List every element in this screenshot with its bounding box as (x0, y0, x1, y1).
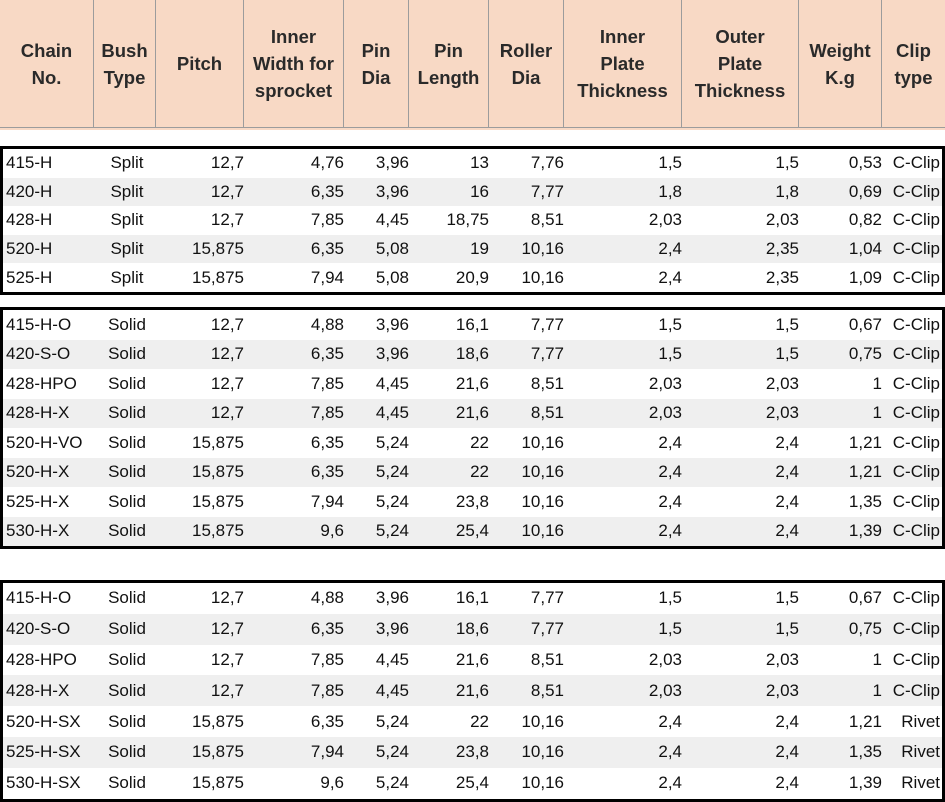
table-row (3, 583, 942, 614)
cell-clip-type: C-Clip (892, 239, 940, 259)
cell-weight: 1,21 (848, 711, 882, 731)
header-roller-dia: Roller Dia (488, 0, 563, 128)
cell-inner-width: 4,88 (310, 588, 344, 608)
table-row (3, 737, 942, 768)
cell-pitch: 12,7 (210, 181, 244, 201)
cell-outer-plate-thickness: 2,03 (765, 680, 799, 700)
cell-chain-no: 428-HPO (6, 649, 77, 669)
cell-bush-type: Split (110, 267, 144, 287)
cell-pitch: 12,7 (210, 680, 244, 700)
cell-clip-type: C-Clip (892, 181, 940, 201)
cell-pin-length: 13 (470, 153, 489, 173)
table-row (3, 706, 942, 737)
table-row (3, 399, 942, 429)
cell-pitch: 15,875 (192, 521, 244, 541)
cell-inner-width: 7,85 (310, 680, 344, 700)
cell-outer-plate-thickness: 1,8 (775, 181, 799, 201)
cell-pin-length: 19 (470, 239, 489, 259)
table-row (3, 645, 942, 676)
cell-roller-dia: 10,16 (521, 521, 564, 541)
header-inner-width: Inner Width for sprocket (243, 0, 343, 128)
table-row (3, 428, 942, 458)
cell-inner-plate-thickness: 2,03 (648, 649, 682, 669)
table-row (3, 149, 942, 178)
cell-roller-dia: 10,16 (521, 711, 564, 731)
cell-bush-type: Solid (108, 521, 146, 541)
cell-inner-width: 7,94 (310, 267, 344, 287)
cell-chain-no: 525-H (6, 267, 53, 287)
cell-pin-dia: 5,24 (375, 462, 409, 482)
cell-outer-plate-thickness: 1,5 (775, 344, 799, 364)
table-group (0, 146, 945, 295)
cell-bush-type: Solid (108, 314, 146, 334)
table-row (3, 517, 942, 547)
cell-clip-type: C-Clip (892, 491, 940, 511)
header-chain-no: Chain No. (0, 0, 93, 128)
cell-bush-type: Solid (108, 619, 146, 639)
cell-bush-type: Split (110, 239, 144, 259)
cell-outer-plate-thickness: 2,4 (775, 773, 799, 793)
cell-clip-type: C-Clip (892, 210, 940, 230)
cell-outer-plate-thickness: 1,5 (775, 153, 799, 173)
cell-weight: 1 (872, 373, 882, 393)
cell-clip-type: C-Clip (892, 314, 940, 334)
cell-pin-dia: 3,96 (375, 181, 409, 201)
cell-chain-no: 520-H (6, 239, 53, 259)
cell-outer-plate-thickness: 2,4 (775, 711, 799, 731)
cell-bush-type: Solid (108, 373, 146, 393)
cell-roller-dia: 7,77 (530, 181, 564, 201)
cell-bush-type: Split (110, 210, 144, 230)
cell-inner-plate-thickness: 1,5 (658, 344, 682, 364)
cell-inner-width: 6,35 (310, 239, 344, 259)
cell-chain-no: 520-H-SX (6, 711, 81, 731)
cell-pitch: 12,7 (210, 373, 244, 393)
table-row (3, 369, 942, 399)
cell-inner-width: 7,94 (310, 742, 344, 762)
cell-inner-plate-thickness: 2,4 (658, 711, 682, 731)
cell-chain-no: 530-H-SX (6, 773, 81, 793)
cell-pitch: 12,7 (210, 344, 244, 364)
cell-weight: 0,69 (848, 181, 882, 201)
cell-clip-type: C-Clip (892, 153, 940, 173)
cell-chain-no: 420-H (6, 181, 53, 201)
cell-inner-plate-thickness: 1,5 (658, 619, 682, 639)
cell-bush-type: Split (110, 181, 144, 201)
cell-roller-dia: 7,76 (530, 153, 564, 173)
cell-pin-length: 20,9 (455, 267, 489, 287)
table-group (0, 307, 945, 549)
cell-pitch: 12,7 (210, 649, 244, 669)
cell-pitch: 15,875 (192, 773, 244, 793)
cell-roller-dia: 10,16 (521, 742, 564, 762)
cell-pin-dia: 3,96 (375, 344, 409, 364)
cell-clip-type: C-Clip (892, 432, 940, 452)
cell-bush-type: Solid (108, 742, 146, 762)
cell-weight: 1,39 (848, 521, 882, 541)
cell-clip-type: C-Clip (892, 588, 940, 608)
cell-inner-width: 6,35 (310, 432, 344, 452)
cell-roller-dia: 10,16 (521, 432, 564, 452)
cell-pin-length: 18,6 (455, 619, 489, 639)
cell-pitch: 15,875 (192, 491, 244, 511)
cell-pitch: 15,875 (192, 239, 244, 259)
cell-inner-width: 7,85 (310, 403, 344, 423)
cell-weight: 1,21 (848, 432, 882, 452)
cell-inner-plate-thickness: 1,5 (658, 588, 682, 608)
cell-pin-length: 23,8 (455, 491, 489, 511)
cell-pitch: 12,7 (210, 314, 244, 334)
cell-bush-type: Solid (108, 403, 146, 423)
cell-outer-plate-thickness: 2,4 (775, 742, 799, 762)
cell-inner-plate-thickness: 1,5 (658, 153, 682, 173)
cell-pitch: 15,875 (192, 742, 244, 762)
cell-chain-no: 428-HPO (6, 373, 77, 393)
cell-inner-width: 6,35 (310, 619, 344, 639)
cell-weight: 1 (872, 680, 882, 700)
cell-chain-no: 415-H (6, 153, 53, 173)
cell-chain-no: 420-S-O (6, 344, 71, 364)
cell-inner-plate-thickness: 2,03 (648, 373, 682, 393)
cell-clip-type: C-Clip (892, 344, 940, 364)
cell-roller-dia: 8,51 (530, 210, 564, 230)
table-row (3, 487, 942, 517)
table-row (3, 178, 942, 207)
cell-weight: 1,39 (848, 773, 882, 793)
cell-bush-type: Solid (108, 649, 146, 669)
cell-outer-plate-thickness: 1,5 (775, 588, 799, 608)
cell-inner-plate-thickness: 2,4 (658, 491, 682, 511)
cell-chain-no: 420-S-O (6, 619, 71, 639)
cell-bush-type: Solid (108, 773, 146, 793)
cell-pin-dia: 5,24 (375, 742, 409, 762)
cell-inner-plate-thickness: 2,4 (658, 521, 682, 541)
cell-pitch: 12,7 (210, 210, 244, 230)
cell-inner-plate-thickness: 2,03 (648, 403, 682, 423)
cell-clip-type: C-Clip (892, 373, 940, 393)
cell-inner-plate-thickness: 2,4 (658, 773, 682, 793)
cell-pitch: 15,875 (192, 462, 244, 482)
cell-pin-length: 22 (470, 432, 489, 452)
cell-pitch: 12,7 (210, 153, 244, 173)
cell-weight: 1,09 (848, 267, 882, 287)
cell-pin-dia: 4,45 (375, 680, 409, 700)
cell-roller-dia: 8,51 (530, 403, 564, 423)
cell-outer-plate-thickness: 2,03 (765, 403, 799, 423)
cell-inner-width: 6,35 (310, 711, 344, 731)
cell-pin-dia: 5,08 (375, 267, 409, 287)
cell-outer-plate-thickness: 2,4 (775, 462, 799, 482)
table-group (0, 580, 945, 802)
cell-clip-type: C-Clip (892, 619, 940, 639)
cell-weight: 0,67 (848, 588, 882, 608)
cell-outer-plate-thickness: 2,03 (765, 373, 799, 393)
cell-outer-plate-thickness: 2,35 (765, 239, 799, 259)
cell-clip-type: Rivet (901, 742, 940, 762)
cell-inner-plate-thickness: 2,4 (658, 462, 682, 482)
cell-roller-dia: 10,16 (521, 491, 564, 511)
cell-weight: 1,21 (848, 462, 882, 482)
cell-pin-length: 23,8 (455, 742, 489, 762)
table-row (3, 458, 942, 488)
cell-bush-type: Solid (108, 344, 146, 364)
cell-roller-dia: 8,51 (530, 680, 564, 700)
table-row (3, 614, 942, 645)
cell-pin-dia: 3,96 (375, 314, 409, 334)
table-row (3, 206, 942, 235)
table-row (3, 675, 942, 706)
cell-pin-length: 21,6 (455, 649, 489, 669)
cell-roller-dia: 10,16 (521, 239, 564, 259)
cell-outer-plate-thickness: 2,4 (775, 521, 799, 541)
table-row (3, 235, 942, 264)
cell-pin-dia: 5,24 (375, 711, 409, 731)
cell-outer-plate-thickness: 1,5 (775, 314, 799, 334)
table-header (0, 0, 945, 130)
cell-roller-dia: 10,16 (521, 773, 564, 793)
cell-chain-no: 415-H-O (6, 588, 72, 608)
cell-clip-type: C-Clip (892, 649, 940, 669)
cell-bush-type: Solid (108, 491, 146, 511)
cell-bush-type: Solid (108, 711, 146, 731)
cell-roller-dia: 7,77 (530, 619, 564, 639)
cell-weight: 0,53 (848, 153, 882, 173)
cell-pitch: 15,875 (192, 432, 244, 452)
cell-pin-dia: 5,24 (375, 432, 409, 452)
cell-pin-length: 18,6 (455, 344, 489, 364)
cell-pin-length: 21,6 (455, 403, 489, 423)
cell-inner-plate-thickness: 2,03 (648, 680, 682, 700)
cell-pin-dia: 5,24 (375, 521, 409, 541)
cell-outer-plate-thickness: 2,35 (765, 267, 799, 287)
cell-pin-dia: 5,24 (375, 773, 409, 793)
cell-pin-length: 21,6 (455, 680, 489, 700)
cell-pin-dia: 4,45 (375, 403, 409, 423)
cell-roller-dia: 10,16 (521, 462, 564, 482)
cell-weight: 1,04 (848, 239, 882, 259)
cell-pin-dia: 3,96 (375, 619, 409, 639)
cell-weight: 0,75 (848, 344, 882, 364)
cell-pin-dia: 5,24 (375, 491, 409, 511)
cell-inner-width: 7,85 (310, 373, 344, 393)
cell-roller-dia: 7,77 (530, 344, 564, 364)
cell-pin-dia: 4,45 (375, 210, 409, 230)
cell-inner-width: 4,88 (310, 314, 344, 334)
cell-weight: 0,82 (848, 210, 882, 230)
cell-pin-dia: 4,45 (375, 373, 409, 393)
cell-inner-plate-thickness: 2,4 (658, 239, 682, 259)
cell-pin-length: 16 (470, 181, 489, 201)
cell-pitch: 12,7 (210, 619, 244, 639)
header-outer-plate-thickness: Outer Plate Thickness (681, 0, 798, 128)
cell-pin-length: 16,1 (455, 314, 489, 334)
cell-pin-length: 22 (470, 711, 489, 731)
cell-inner-width: 6,35 (310, 462, 344, 482)
cell-inner-width: 4,76 (310, 153, 344, 173)
cell-inner-width: 7,85 (310, 649, 344, 669)
cell-inner-width: 7,94 (310, 491, 344, 511)
cell-bush-type: Solid (108, 462, 146, 482)
cell-roller-dia: 8,51 (530, 373, 564, 393)
cell-bush-type: Split (110, 153, 144, 173)
cell-roller-dia: 8,51 (530, 649, 564, 669)
cell-pitch: 12,7 (210, 588, 244, 608)
cell-pin-length: 21,6 (455, 373, 489, 393)
cell-outer-plate-thickness: 1,5 (775, 619, 799, 639)
cell-weight: 1,35 (848, 491, 882, 511)
cell-outer-plate-thickness: 2,03 (765, 210, 799, 230)
cell-outer-plate-thickness: 2,4 (775, 432, 799, 452)
cell-pitch: 15,875 (192, 711, 244, 731)
table-row (3, 768, 942, 799)
cell-inner-width: 9,6 (320, 521, 344, 541)
cell-weight: 1 (872, 403, 882, 423)
cell-inner-width: 9,6 (320, 773, 344, 793)
cell-chain-no: 525-H-X (6, 491, 70, 511)
table-row (3, 263, 942, 292)
cell-chain-no: 415-H-O (6, 314, 72, 334)
cell-inner-plate-thickness: 2,4 (658, 432, 682, 452)
header-bush-type: Bush Type (93, 0, 155, 128)
cell-weight: 0,75 (848, 619, 882, 639)
cell-chain-no: 530-H-X (6, 521, 70, 541)
cell-pin-dia: 5,08 (375, 239, 409, 259)
cell-clip-type: Rivet (901, 773, 940, 793)
cell-outer-plate-thickness: 2,03 (765, 649, 799, 669)
cell-weight: 1 (872, 649, 882, 669)
cell-pin-length: 22 (470, 462, 489, 482)
cell-roller-dia: 7,77 (530, 588, 564, 608)
cell-pin-length: 25,4 (455, 773, 489, 793)
cell-pin-length: 18,75 (446, 210, 489, 230)
cell-chain-no: 520-H-VO (6, 432, 83, 452)
cell-pitch: 12,7 (210, 403, 244, 423)
cell-pin-length: 16,1 (455, 588, 489, 608)
table-row (3, 310, 942, 340)
cell-clip-type: C-Clip (892, 521, 940, 541)
header-pitch: Pitch (155, 0, 243, 128)
cell-pin-dia: 3,96 (375, 588, 409, 608)
cell-roller-dia: 10,16 (521, 267, 564, 287)
cell-pin-length: 25,4 (455, 521, 489, 541)
cell-clip-type: Rivet (901, 711, 940, 731)
table-row (3, 340, 942, 370)
cell-weight: 0,67 (848, 314, 882, 334)
cell-inner-width: 6,35 (310, 181, 344, 201)
cell-clip-type: C-Clip (892, 680, 940, 700)
cell-chain-no: 525-H-SX (6, 742, 81, 762)
cell-pitch: 15,875 (192, 267, 244, 287)
cell-inner-width: 7,85 (310, 210, 344, 230)
cell-bush-type: Solid (108, 432, 146, 452)
cell-bush-type: Solid (108, 680, 146, 700)
cell-pin-dia: 4,45 (375, 649, 409, 669)
header-inner-plate-thickness: Inner Plate Thickness (563, 0, 681, 128)
cell-pin-dia: 3,96 (375, 153, 409, 173)
cell-chain-no: 428-H (6, 210, 53, 230)
cell-inner-width: 6,35 (310, 344, 344, 364)
cell-chain-no: 428-H-X (6, 680, 70, 700)
cell-chain-no: 428-H-X (6, 403, 70, 423)
cell-chain-no: 520-H-X (6, 462, 70, 482)
cell-roller-dia: 7,77 (530, 314, 564, 334)
cell-bush-type: Solid (108, 588, 146, 608)
cell-inner-plate-thickness: 1,8 (658, 181, 682, 201)
cell-outer-plate-thickness: 2,4 (775, 491, 799, 511)
cell-clip-type: C-Clip (892, 462, 940, 482)
cell-inner-plate-thickness: 2,4 (658, 267, 682, 287)
cell-inner-plate-thickness: 1,5 (658, 314, 682, 334)
cell-inner-plate-thickness: 2,4 (658, 742, 682, 762)
header-weight: Weight K.g (798, 0, 881, 128)
cell-inner-plate-thickness: 2,03 (648, 210, 682, 230)
header-pin-dia: Pin Dia (343, 0, 408, 128)
header-pin-length: Pin Length (408, 0, 488, 128)
cell-weight: 1,35 (848, 742, 882, 762)
header-clip-type: Clip type (881, 0, 945, 128)
cell-clip-type: C-Clip (892, 403, 940, 423)
cell-clip-type: C-Clip (892, 267, 940, 287)
